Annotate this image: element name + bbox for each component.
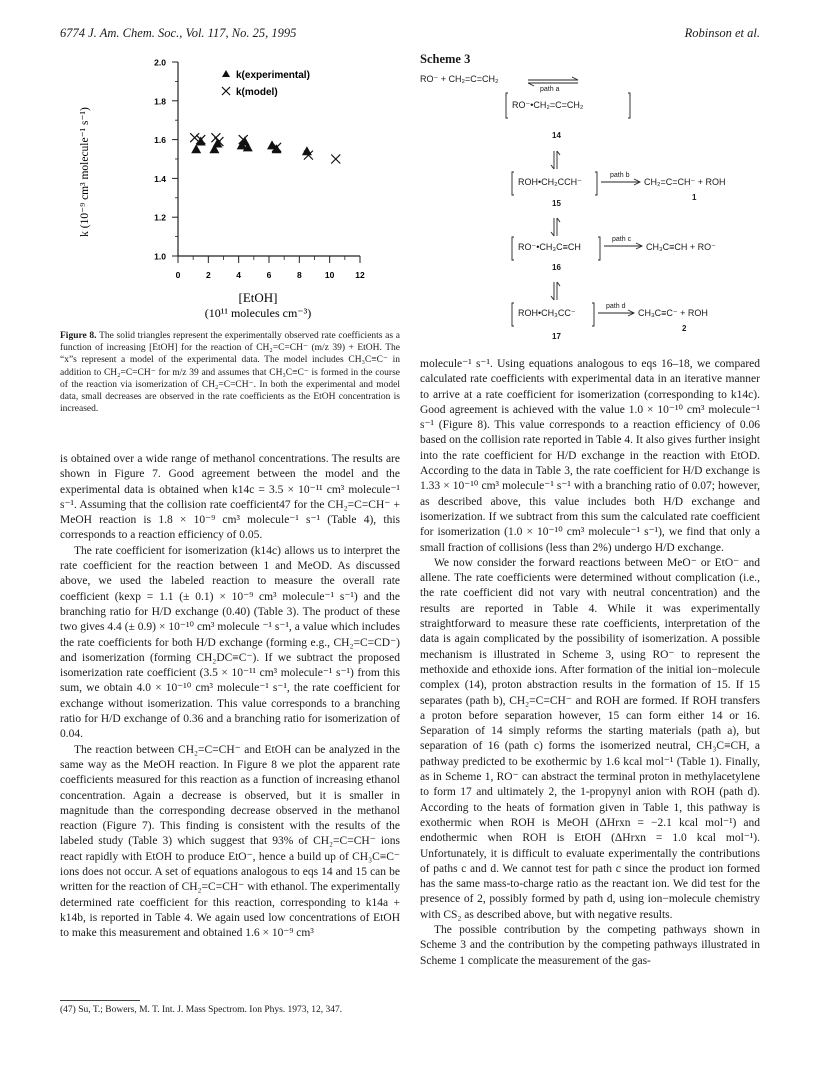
paragraph: The rate coefficient for isomerization (k14c) allows us to interpret the rate coefficient for the reaction between 1 and MeOD. As discussed above, we used the labeled reaction to measure the overall rate coefficient (kexp = 1.1 (± 0.1) × 10⁻⁹ cm³ molecule⁻¹ s⁻¹) and the branching ratio for H/D exchange (0.40) (Table 3). The product of these two gives 4.4 (± 0.9) × 10⁻¹⁰ cm³ molecule ⁻¹ s⁻¹, a value which includes the rate coefficients for both H/D exchange (forming e.g., CH₂=C=CD⁻) and isomerization (forming CH₂DC≡C⁻). If we subtract the proposed isomerization rate coefficient (3.5 × 10⁻¹¹ cm³ molecule⁻¹ s⁻¹) from this sum, we obtain 4.0 × 10⁻¹⁰ cm³ molecule⁻¹ s⁻¹, the rate coefficient for exchange without isomerization. This value corresponds to a branching ratio for H/D exchange of 0.36 and a branching ratio for isomerization of 0.04. <box>60 544 400 741</box>
path-a-label: path a <box>540 86 560 93</box>
experimental-point <box>191 144 201 153</box>
products-c: CH₃C≡CH + RO⁻ <box>646 242 716 252</box>
label-16: 16 <box>552 263 561 272</box>
label-2: 2 <box>682 324 687 333</box>
paragraph: molecule⁻¹ s⁻¹. Using equations analogous to eqs 16–18, we compared calculated rate coefficients with experimental data in an iterative manner to arrive at a rate coefficient for isomerization (corresponding to k14c). Good agreement is achieved with the value 1.0 × 10⁻¹⁰ cm³ molecule⁻¹ s⁻¹ (Figure 8). This value corresponds to a reaction efficiency of 0.06 based on the collision rate reported in Table 4. It also gives further insight into the rate coefficient for H/D exchange in the reaction with EtOD. According to the data in Table 3, the rate coefficient for H/D exchange is 1.33 × 10⁻¹⁰ cm³ molecule⁻¹ s⁻¹ with a branching ratio of 0.07; however, as described above, this value includes both H/D exchange and isomerization. If we subtract from this sum the calculated rate coefficient for isomerization (1.0 × 10⁻¹⁰ cm³ molecule⁻¹ s⁻¹), we find that only a small fraction of collisions (less than 2%) undergo H/D exchange. <box>420 358 760 554</box>
x-tick-label: 0 <box>175 270 181 280</box>
y-tick-label: 1.4 <box>154 173 166 184</box>
x-tick-label: 2 <box>205 270 211 280</box>
y-tick-label: 1.6 <box>154 135 166 146</box>
y-tick-label: 1.0 <box>154 251 166 262</box>
reactants: RO⁻ + CH₂=C=CH₂ <box>420 74 499 84</box>
x-tick-label: 12 <box>355 270 365 280</box>
paragraph: is obtained over a wide range of methanol concentrations. The results are shown in Figure 7. Good agreement between the model and the experimental data is obtained when k14c = 3.5 × 10⁻¹¹ cm³ molecule⁻¹ s⁻¹. Assuming that the collision rate coefficient47 for the CH₂=C=CH⁻ + MeOH reaction is 1.8 × 10⁻⁹ cm³ molecule⁻¹ s⁻¹ (Table 4), this corresponds to a reaction efficiency of 0.05. <box>60 453 400 542</box>
journal-citation: 6774 J. Am. Chem. Soc., Vol. 117, No. 25, 1995 <box>60 26 297 40</box>
x-tick-label: 4 <box>236 270 242 280</box>
figure-caption-text: The solid triangles represent the experimentally observed rate coefficients as a function of increasing [EtOH] for the reaction of CH₂=C=CH⁻ (m/z 39) + EtOH. The “x”s represent a model of the experimental data. The model includes CH₃C≡C⁻ in addition to CH₂=C=CH⁻ for m/z 39 and assumes that CH₃C≡C⁻ is formed in the course of the reaction via isomerization of CH₂=C=CH⁻. In both the experimental and model data, small decreases are observed in the rate coefficients as the EtOH concentration is increased. <box>60 331 400 415</box>
scheme-3 <box>420 52 780 352</box>
right-column-text <box>420 357 760 969</box>
y-tick-label: 1.8 <box>154 96 166 107</box>
model-point <box>331 155 340 164</box>
paragraph: We now consider the forward reactions between MeO⁻ or EtO⁻ and allene. The rate coefficients were determined without complication (i.e., the rate coefficient did not vary with neutral concentration) and the results are reported in Table 4. While it was experimentally straightforward to measure these rate coefficients, interpretation of the data is again complicated by the possibility of isomerization. A possible mechanism is illustrated in Scheme 3, using RO⁻ to represent the methoxide and ethoxide ions. After formation of the initial ion−molecule complex (14), proton abstraction results in the formation of 15. If 15 separates (path b), CH₂=C=CH⁻ and ROH are formed. If ROH transfers a proton before separation however, 15 can form either 14 or 16. Separation of 14 simply reforms the starting materials (path a), but separation of 16 (path c) forms the isomerized neutral, CH₃C≡CH, a pathway predicted to be exothermic by 1.6 kcal mol⁻¹ (Table 1). Finally, as in Scheme 1, RO⁻ can abstract the terminal proton in methylacetylene to form 17 and ultimately 2, the 1-propynyl anion with ROH (path d). According to the heats of formation given in Table 1, this pathway is exothermic when ROH is MeOH (ΔHrxn = −2.1 kcal mol⁻¹) and endothermic when ROH is EtOH (ΔHrxn = 1.0 kcal mol⁻¹). Unfortunately, it is difficult to evaluate experimentally the contributions of paths c and d. We cannot test for path c since the product ion formed has the same mass-to-charge ratio as the reactant ion. We did test for the presence of 2, possibly formed by path d, using ion−molecule chemistry with CS₂ as described above, but with negative results. <box>420 556 760 921</box>
products-d: CH₃C≡C⁻ + ROH <box>638 308 708 318</box>
label-17: 17 <box>552 332 561 341</box>
x-axis-unit: (10¹¹ molecules cm⁻³) <box>204 306 312 320</box>
complex-16: RO⁻•CH₃C≡CH <box>518 242 581 252</box>
x-tick-label: 6 <box>266 270 272 280</box>
x-axis-label: [EtOH] <box>238 290 278 305</box>
y-axis-label: k (10⁻⁹ cm³ molecule⁻¹ s⁻¹) <box>79 107 91 237</box>
chart-legend <box>222 70 310 98</box>
footnote-47: (47) Su, T.; Bowers, M. T. Int. J. Mass Spectrom. Ion Phys. 1973, 12, 347. <box>60 1005 343 1015</box>
y-tick-label: 2.0 <box>154 57 166 68</box>
chart-marks <box>190 133 340 163</box>
paragraph: The possible contribution by the competing pathways shown in Scheme 3 and the contribution by the competing pathways illustrated in Scheme 1 complicate the measurement of the gas- <box>420 923 760 967</box>
products-b: CH₂=C=CH⁻ + ROH <box>644 177 726 187</box>
label-15: 15 <box>552 199 561 208</box>
running-header <box>60 26 760 44</box>
complex-14: RO⁻•CH₂=C=CH₂ <box>512 100 584 110</box>
legend-experimental-label: k(experimental) <box>236 70 310 81</box>
x-tick-label: 8 <box>296 270 302 280</box>
complex-15: ROH•CH₂CCH⁻ <box>518 177 582 187</box>
y-tick-label: 1.2 <box>154 212 166 223</box>
scheme-arrows <box>420 52 780 352</box>
scheme-title: Scheme 3 <box>420 52 471 66</box>
legend-model-label: k(model) <box>236 87 278 98</box>
footnote-divider <box>60 1000 140 1001</box>
legend-triangle-marker <box>222 70 230 77</box>
authors: Robinson et al. <box>684 26 760 40</box>
x-tick-label: 10 <box>324 270 335 280</box>
figure-caption <box>60 330 400 415</box>
figure-caption-label: Figure 8. <box>60 331 97 341</box>
label-14: 14 <box>552 131 561 140</box>
paragraph: The reaction between CH₂=C=CH⁻ and EtOH can be analyzed in the same way as the MeOH reaction. In Figure 8 we plot the apparent rate coefficients measured for this reaction as a function of increasing ethanol concentration. Again a decrease is observed, but it is smaller in magnitude than the corresponding decrease observed in the methanol reaction (Figure 7). This finding is consistent with the results of the labeled study (Table 3) which suggest that 93% of CH₂=C=CH⁻ ions react rapidly with EtOH to produce EtO⁻, hence a build up of CH₃C≡C⁻ ions does not occur. A set of equations analogous to eqs 14 and 15 can be written for the reaction of CH₂=C=CH⁻ with ethanol. The experimentally determined rate coefficient for this reaction, corresponding to k14a + k14b, is reported in Table 4. We again used low concentrations of EtOH to make this measurement and obtained 1.6 × 10⁻⁹ cm³ <box>60 743 400 940</box>
label-1: 1 <box>692 193 697 202</box>
path-b-label: path b <box>610 172 630 179</box>
model-point <box>190 133 199 142</box>
complex-17: ROH•CH₃CC⁻ <box>518 308 576 318</box>
left-column-text <box>60 452 400 942</box>
path-c-label: path c <box>612 236 632 243</box>
path-d-label: path d <box>606 303 626 310</box>
legend-x-marker <box>222 87 230 95</box>
figure-8-chart <box>60 50 400 320</box>
